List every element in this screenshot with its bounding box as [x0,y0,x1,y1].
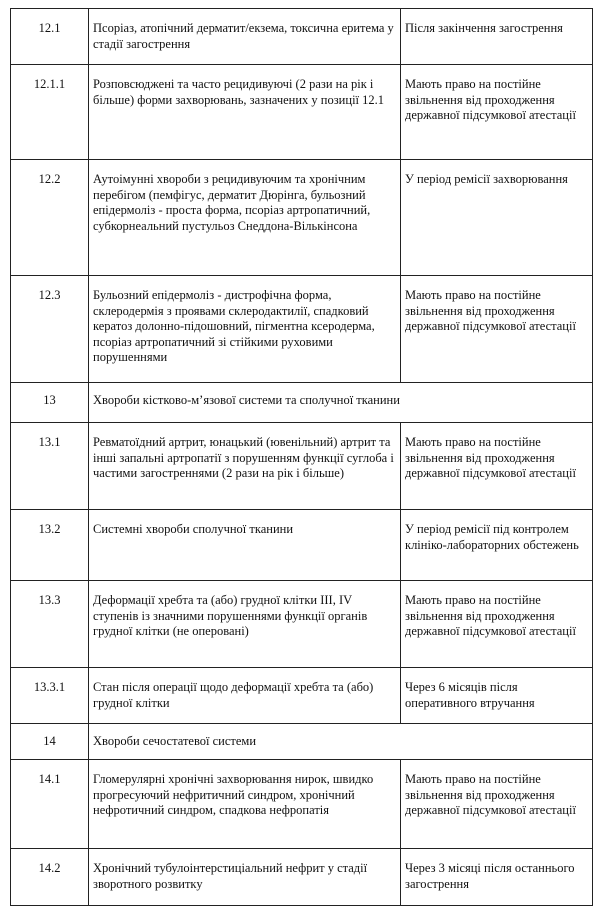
disease-cell: Гломерулярні хронічні захворювання нирок, швидко прогресуючий нефритичний синдром, хронічний нефротичний синдром, спадкова нефропатія [89,760,401,849]
condition-cell: Через 6 місяців після оперативного втручання [401,668,593,724]
disease-cell: Деформації хребта та (або) грудної клітки III, IV ступенів із значними порушеннями функції органів грудної клітки (не оперовані) [89,581,401,668]
row-number: 14.2 [11,849,89,906]
condition-cell: Мають право на постійне звільнення від проходження державної підсумкової атестації [401,581,593,668]
disease-cell: Псоріаз, атопічний дерматит/екзема, токсична еритема у стадії загострення [89,9,401,65]
row-number: 12.1.1 [11,65,89,160]
section-title: Хвороби сечостатевої системи [89,724,593,760]
section-number: 13 [11,383,89,423]
section-row [11,383,593,423]
row-number: 13.1 [11,423,89,510]
condition-cell: Після закінчення загострення [401,9,593,65]
row-number: 12.3 [11,276,89,383]
row-number: 14.1 [11,760,89,849]
table-row [11,510,593,581]
disease-cell: Бульозний епідермоліз - дистрофічна форма, склеродермія з проявами склеродактилії, спадковий кератоз долонно-підошовний, пігментна ксеродерма, псоріаз артропатичний зі стійкими руховими порушеннями [89,276,401,383]
section-row [11,724,593,760]
row-number: 13.2 [11,510,89,581]
row-number: 13.3.1 [11,668,89,724]
section-title: Хвороби кістково-м’язової системи та сполучної тканини [89,383,593,423]
table-row [11,760,593,849]
disease-cell: Стан після операції щодо деформації хребта та (або) грудної клітки [89,668,401,724]
condition-cell: У період ремісії під контролем клініко-лабораторних обстежень [401,510,593,581]
condition-cell: Через 3 місяці після останнього загострення [401,849,593,906]
row-number: 12.2 [11,160,89,276]
table-row [11,849,593,906]
disease-cell: Хронічний тубулоінтерстиціальний нефрит у стадії зворотного розвитку [89,849,401,906]
condition-cell: Мають право на постійне звільнення від проходження державної підсумкової атестації [401,423,593,510]
disease-table [10,8,593,906]
table-row [11,668,593,724]
disease-cell: Системні хвороби сполучної тканини [89,510,401,581]
table-row [11,581,593,668]
table-row [11,160,593,276]
row-number: 13.3 [11,581,89,668]
table-row [11,65,593,160]
condition-cell: У період ремісії захворювання [401,160,593,276]
table-row [11,9,593,65]
disease-cell: Аутоімунні хвороби з рецидивуючим та хронічним перебігом (пемфігус, дерматит Дюрінга, бульозний епідермоліз - проста форма, псоріаз артропатичний, субкорнеальний пустульоз Снеддона-Вількінсона [89,160,401,276]
condition-cell: Мають право на постійне звільнення від проходження державної підсумкової атестації [401,760,593,849]
table-row [11,276,593,383]
table-row [11,423,593,510]
row-number: 12.1 [11,9,89,65]
disease-cell: Розповсюджені та часто рецидивуючі (2 рази на рік і більше) форми захворювань, зазначених у позиції 12.1 [89,65,401,160]
section-number: 14 [11,724,89,760]
condition-cell: Мають право на постійне звільнення від проходження державної підсумкової атестації [401,276,593,383]
disease-cell: Ревматоїдний артрит, юнацький (ювенільний) артрит та інші запальні артропатії з порушенням функції суглоба і частими загостреннями (2 рази на рік і більше) [89,423,401,510]
condition-cell: Мають право на постійне звільнення від проходження державної підсумкової атестації [401,65,593,160]
